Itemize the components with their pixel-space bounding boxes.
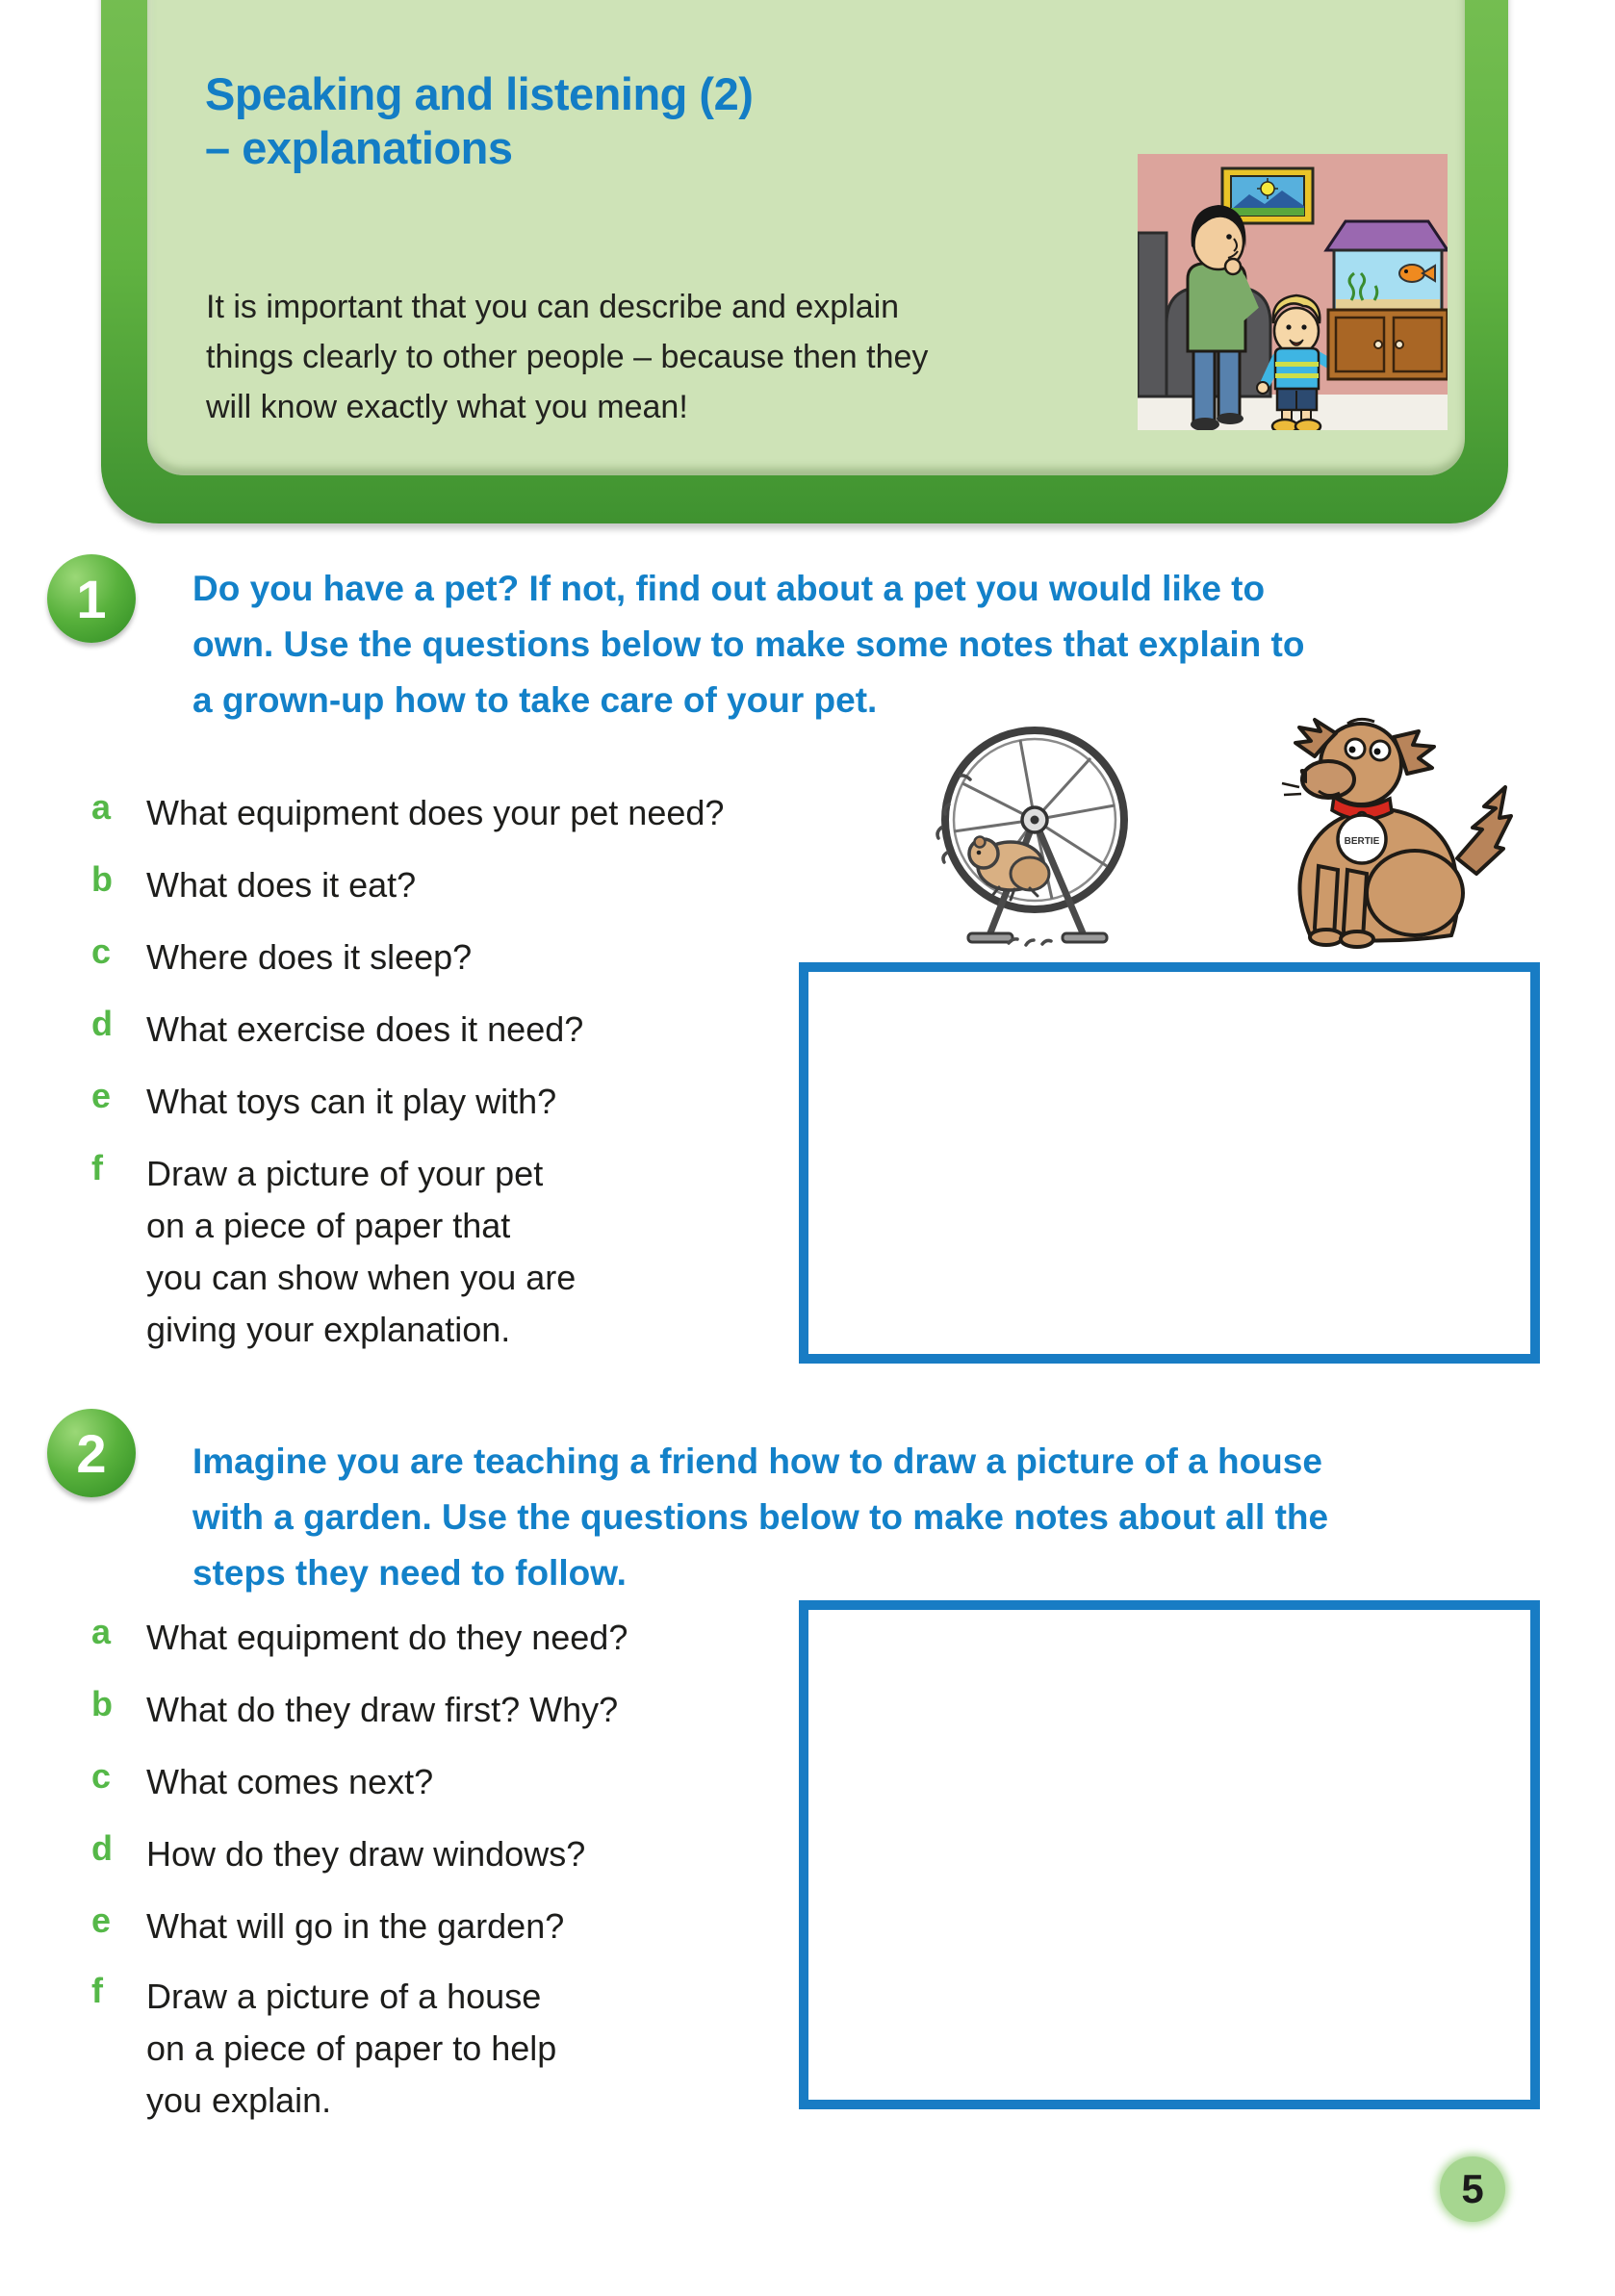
item-text-line: on a piece of paper that [146, 1206, 511, 1245]
question-2-prompt [192, 1434, 1424, 1601]
item-text-line: you explain. [146, 2080, 332, 2120]
item-letter: d [91, 1004, 113, 1043]
fish-tank [1326, 221, 1448, 310]
item-letter: a [91, 787, 112, 827]
item-text-line: you can show when you are [146, 1258, 577, 1297]
item-text-line: giving your explanation. [146, 1310, 511, 1349]
item-text: What does it eat? [146, 865, 417, 905]
item-text: What equipment does your pet need? [146, 793, 725, 832]
hamster-wheel-illustration [914, 712, 1145, 962]
page-title-line1: Speaking and listening (2) [205, 68, 754, 119]
item-text-line: on a piece of paper to help [146, 2028, 557, 2068]
item-text: How do they draw windows? [146, 1834, 586, 1874]
item-letter: e [91, 1901, 112, 1940]
item-letter: e [91, 1076, 112, 1115]
page-number-badge [1440, 2156, 1505, 2222]
item-text: What comes next? [146, 1762, 434, 1801]
dog [1282, 719, 1511, 947]
q2-prompt-line3: steps they need to follow. [192, 1553, 627, 1593]
intro-line2: things clearly to other people – because then they [206, 339, 929, 375]
item-letter: b [91, 859, 113, 899]
item-letter: f [91, 1971, 103, 2010]
question-1-number: 1 [76, 568, 107, 629]
q2-prompt-line2: with a garden. Use the questions below to make notes about all the [192, 1497, 1329, 1537]
item-text [146, 1971, 878, 2127]
item-text: What equipment do they need? [146, 1618, 628, 1657]
intro-line1: It is important that you can describe and explain [206, 289, 900, 325]
q1-prompt-line3: a grown-up how to take care of your pet. [192, 680, 878, 720]
item-letter: f [91, 1148, 103, 1187]
question-1-badge [47, 554, 136, 643]
intro-text [206, 282, 928, 432]
item-text-line: Draw a picture of a house [146, 1977, 542, 2016]
living-room-illustration [1138, 154, 1448, 430]
wheel [945, 730, 1124, 942]
dog-illustration [1215, 695, 1538, 953]
item-letter: d [91, 1828, 113, 1868]
item-text: Where does it sleep? [146, 937, 473, 977]
dog-tag [1338, 815, 1386, 863]
item-text: What toys can it play with? [146, 1082, 557, 1121]
page-number: 5 [1461, 2166, 1484, 2211]
item-text: What do they draw first? Why? [146, 1690, 619, 1729]
intro-line3: will know exactly what you mean! [206, 389, 688, 425]
question-2-number: 2 [76, 1422, 107, 1484]
item-text: What will go in the garden? [146, 1906, 565, 1946]
q1-prompt-line2: own. Use the questions below to make some notes that explain to [192, 625, 1305, 664]
page-title [205, 67, 753, 175]
q1-prompt-line1: Do you have a pet? If not, find out about a pet you would like to [192, 569, 1266, 608]
question-2-badge [47, 1409, 136, 1497]
item-letter: c [91, 1756, 112, 1796]
item-text-line: Draw a picture of your pet [146, 1154, 544, 1193]
answer-box-2 [799, 1600, 1540, 2109]
item-letter: c [91, 931, 112, 971]
dog-tag-text: BERTIE [1344, 836, 1380, 847]
page-title-line2: – explanations [205, 122, 513, 173]
answer-box-1 [799, 962, 1540, 1364]
item-letter: a [91, 1612, 112, 1651]
q2-prompt-line1: Imagine you are teaching a friend how to draw a picture of a house [192, 1441, 1322, 1481]
cabinet [1328, 310, 1448, 379]
item-text [146, 1148, 878, 1356]
item-letter: b [91, 1684, 113, 1723]
item-text: What exercise does it need? [146, 1009, 584, 1049]
